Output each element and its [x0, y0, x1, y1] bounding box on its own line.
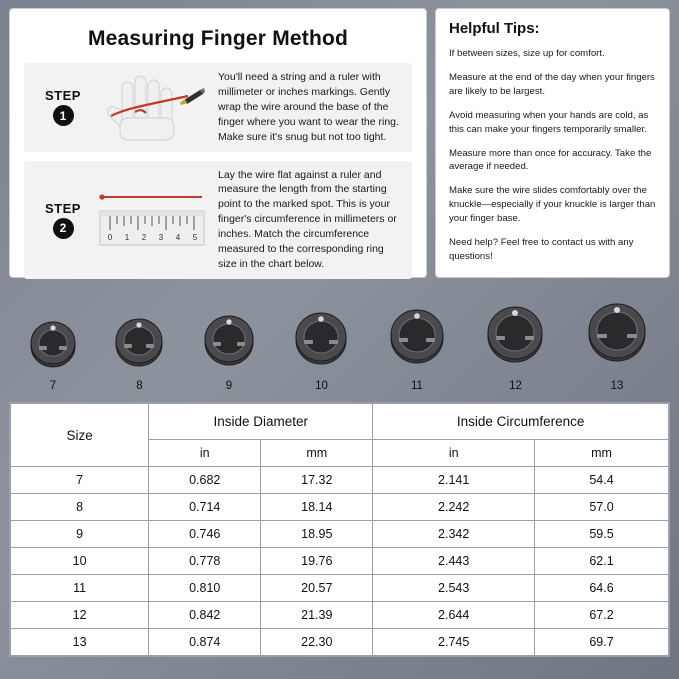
step-2-text: Lay the wire flat against a ruler and measure the length from the starting point to the marked spot. This is your finger's circumference in millimeters or inches. Match the circumference measured to the corresponding ring size in the chart below. [218, 168, 397, 270]
table-row [11, 602, 669, 629]
ruler-tick-1: 1 [124, 232, 130, 242]
cell-size: 11 [11, 575, 149, 602]
cell-size: 10 [11, 548, 149, 575]
cell-size: 13 [11, 629, 149, 656]
tip-item: Measure more than once for accuracy. Take the average if needed. [449, 147, 652, 173]
top-section [0, 0, 679, 278]
cell-diameter-mm: 17.32 [261, 467, 373, 494]
ring-icon [107, 309, 172, 374]
cell-circumference-in: 2.342 [373, 521, 535, 548]
cell-circumference-mm: 69.7 [535, 629, 669, 656]
cell-diameter-in: 0.714 [149, 494, 261, 521]
ring-item [107, 309, 172, 392]
table-row [11, 548, 669, 575]
ruler-tick-2: 2 [141, 232, 147, 242]
ring-size-table [9, 402, 670, 657]
cell-diameter-mm: 18.95 [261, 521, 373, 548]
cell-circumference-mm: 57.0 [535, 494, 669, 521]
ring-icon [195, 306, 263, 374]
col-header-inside-diameter: Inside Diameter [149, 404, 373, 440]
cell-diameter-in: 0.778 [149, 548, 261, 575]
ring-icon [477, 297, 554, 374]
table-row [11, 521, 669, 548]
ring-size-label: 11 [411, 380, 423, 392]
table-row [11, 629, 669, 656]
cell-circumference-mm: 67.2 [535, 602, 669, 629]
step-2-number: 2 [53, 218, 74, 239]
col-header-circumference-mm: mm [535, 440, 669, 467]
col-header-inside-circumference: Inside Circumference [373, 404, 669, 440]
step-1-badge [32, 70, 94, 145]
step-1-number: 1 [53, 105, 74, 126]
ring-icon [22, 312, 84, 374]
cell-diameter-mm: 22.30 [261, 629, 373, 656]
ring-item [477, 297, 554, 392]
ring-item [195, 306, 263, 392]
ring-size-label: 9 [225, 380, 233, 392]
ring-size-label: 7 [49, 380, 57, 392]
ruler-tick-5: 5 [192, 232, 198, 242]
cell-circumference-in: 2.443 [373, 548, 535, 575]
ruler-icon [94, 168, 210, 272]
cell-diameter-mm: 19.76 [261, 548, 373, 575]
col-header-size: Size [11, 404, 149, 467]
tip-item: Make sure the wire slides comfortably over the knuckle—especially if your knuckle is larger than your finger base. [449, 185, 656, 225]
step-1-row [24, 63, 412, 152]
cell-circumference-in: 2.543 [373, 575, 535, 602]
ring-icon [286, 303, 357, 374]
ring-icon [380, 300, 454, 374]
tip-item: Need help? Feel free to contact us with any questions! [449, 237, 634, 262]
helpful-tips-card [435, 8, 670, 278]
cell-circumference-mm: 59.5 [535, 521, 669, 548]
cell-circumference-mm: 64.6 [535, 575, 669, 602]
cell-diameter-in: 0.746 [149, 521, 261, 548]
measuring-method-card [9, 8, 427, 278]
cell-diameter-in: 0.874 [149, 629, 261, 656]
tips-title: Helpful Tips: [449, 20, 540, 37]
cell-diameter-in: 0.682 [149, 467, 261, 494]
cell-diameter-mm: 20.57 [261, 575, 373, 602]
cell-diameter-mm: 21.39 [261, 602, 373, 629]
cell-size: 7 [11, 467, 149, 494]
cell-size: 12 [11, 602, 149, 629]
cell-circumference-mm: 54.4 [535, 467, 669, 494]
cell-diameter-mm: 18.14 [261, 494, 373, 521]
ring-item [22, 312, 84, 392]
table-row [11, 575, 669, 602]
hand-with-string-icon [94, 70, 210, 145]
ruler-tick-4: 4 [175, 232, 181, 242]
step-2-row [24, 161, 412, 279]
ring-item [380, 300, 454, 392]
ring-icon [577, 294, 657, 374]
step-1-word: STEP [45, 88, 81, 104]
cell-circumference-in: 2.141 [373, 467, 535, 494]
step-1-text: You'll need a string and a ruler with millimeter or inches markings. Gently wrap the wire around the base of the finger where you want to wear the ring. Make sure it's snug but not too tight. [218, 71, 399, 143]
tip-item: Measure at the end of the day when your fingers are likely to be largest. [449, 71, 655, 97]
cell-circumference-in: 2.644 [373, 602, 535, 629]
ruler-tick-0: 0 [107, 232, 113, 242]
cell-size: 8 [11, 494, 149, 521]
ring-item [286, 303, 357, 392]
tip-item: If between sizes, size up for comfort. [449, 48, 605, 59]
col-header-diameter-mm: mm [261, 440, 373, 467]
cell-circumference-mm: 62.1 [535, 548, 669, 575]
col-header-circumference-in: in [373, 440, 535, 467]
tip-item: Avoid measuring when your hands are cold, as this can make your fingers temporarily smaller. [449, 109, 649, 135]
cell-diameter-in: 0.842 [149, 602, 261, 629]
table-header-row [11, 404, 669, 440]
table-row [11, 467, 669, 494]
cell-diameter-in: 0.810 [149, 575, 261, 602]
ring-size-label: 8 [136, 380, 143, 392]
table-row [11, 494, 669, 521]
cell-size: 9 [11, 521, 149, 548]
step-2-word: STEP [45, 200, 81, 216]
ring-size-label: 10 [315, 380, 328, 392]
ruler-tick-3: 3 [158, 232, 164, 242]
cell-circumference-in: 2.745 [373, 629, 535, 656]
col-header-diameter-in: in [149, 440, 261, 467]
ring-size-label: 12 [509, 380, 522, 392]
page-title: Measuring Finger Method [87, 27, 349, 50]
ring-size-illustrations [0, 278, 679, 396]
ring-size-label: 13 [610, 380, 624, 392]
cell-circumference-in: 2.242 [373, 494, 535, 521]
ring-item [577, 294, 657, 392]
step-2-badge [32, 168, 94, 272]
